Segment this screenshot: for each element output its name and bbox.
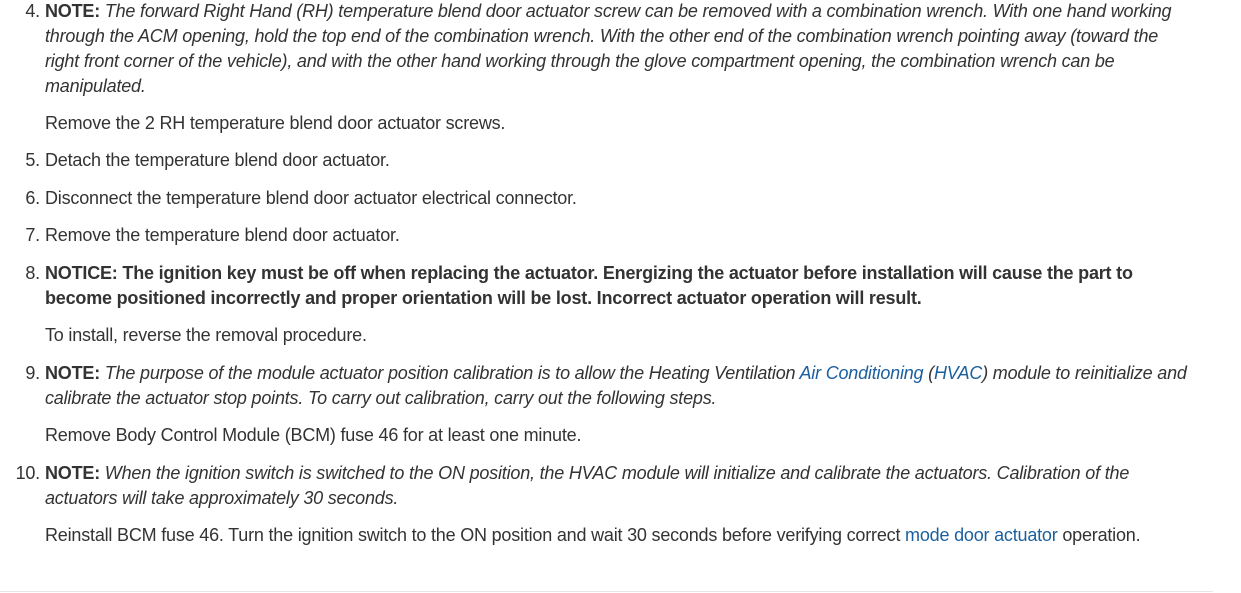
step-6 [0,186,1241,211]
note-text: When the ignition switch is switched to the ON position, the HVAC module will initialize and calibrate the actuators. Calibration of the actuators will take approximately 30 seconds. [45,463,1130,508]
note-label: NOTE: [45,463,105,483]
step-8 [0,261,1241,345]
step-10 [0,461,1241,545]
hvac-link[interactable]: HVAC [933,363,983,383]
instruction-text-start: Reinstall BCM fuse 46. Turn the ignition switch to the ON position and wait 30 seconds before verifying correct [45,525,906,545]
note-text-start: The purpose of the module actuator position calibration is to allow the Heating Ventilation [104,363,800,383]
step-text: Detach the temperature blend door actuator. [45,150,390,170]
step-note [45,361,1210,411]
step-note [45,0,1185,99]
step-number: 4. [25,1,40,21]
step-5 [0,148,1241,173]
step-number: 8. [25,263,40,283]
step-instruction: To install, reverse the removal procedure. [45,325,367,345]
mode-door-actuator-link[interactable]: mode door actuator [905,525,1058,545]
step-instruction: Remove the 2 RH temperature blend door actuator screws. [45,113,506,133]
note-text-end: ) module to reinitialize and calibrate the actuator stop points. To carry out calibration, carry out the following steps. [45,363,1187,408]
step-7 [0,223,1241,248]
step-number: 6. [25,188,40,208]
instruction-text-end: operation. [1057,525,1141,545]
step-number: 7. [25,225,40,245]
air-conditioning-link[interactable]: Air Conditioning [799,363,924,383]
step-4 [0,0,1241,133]
step-number: 10. [15,463,40,483]
note-label: NOTE: [45,363,105,383]
note-label: NOTE: [45,1,105,21]
step-number: 9. [25,363,40,383]
note-text: The forward Right Hand (RH) temperature blend door actuator screw can be removed with a combination wrench. With one hand working through the ACM opening, hold the top end of the combination wrench. With the other end of the combination wrench pointing away (toward the right front corner of the vehicle), and with the other hand working through the glove compartment opening, the combination wrench can be manipulated. [45,1,1172,96]
step-text: Remove the temperature blend door actuator. [45,225,400,245]
step-number: 5. [25,150,40,170]
step-text: Disconnect the temperature blend door actuator electrical connector. [45,188,577,208]
step-note [45,461,1155,511]
step-instruction: Remove Body Control Module (BCM) fuse 46 for at least one minute. [45,425,582,445]
paren-open: ( [923,363,934,383]
step-9 [0,361,1241,445]
bottom-divider [0,591,1213,592]
step-notice: NOTICE: The ignition key must be off when replacing the actuator. Energizing the actuator before installation will cause the part to become positioned incorrectly and proper orientation will be lost. Incorrect actuator operation will result. [45,263,1133,308]
step-instruction [45,523,1140,548]
note-text [45,363,1187,408]
